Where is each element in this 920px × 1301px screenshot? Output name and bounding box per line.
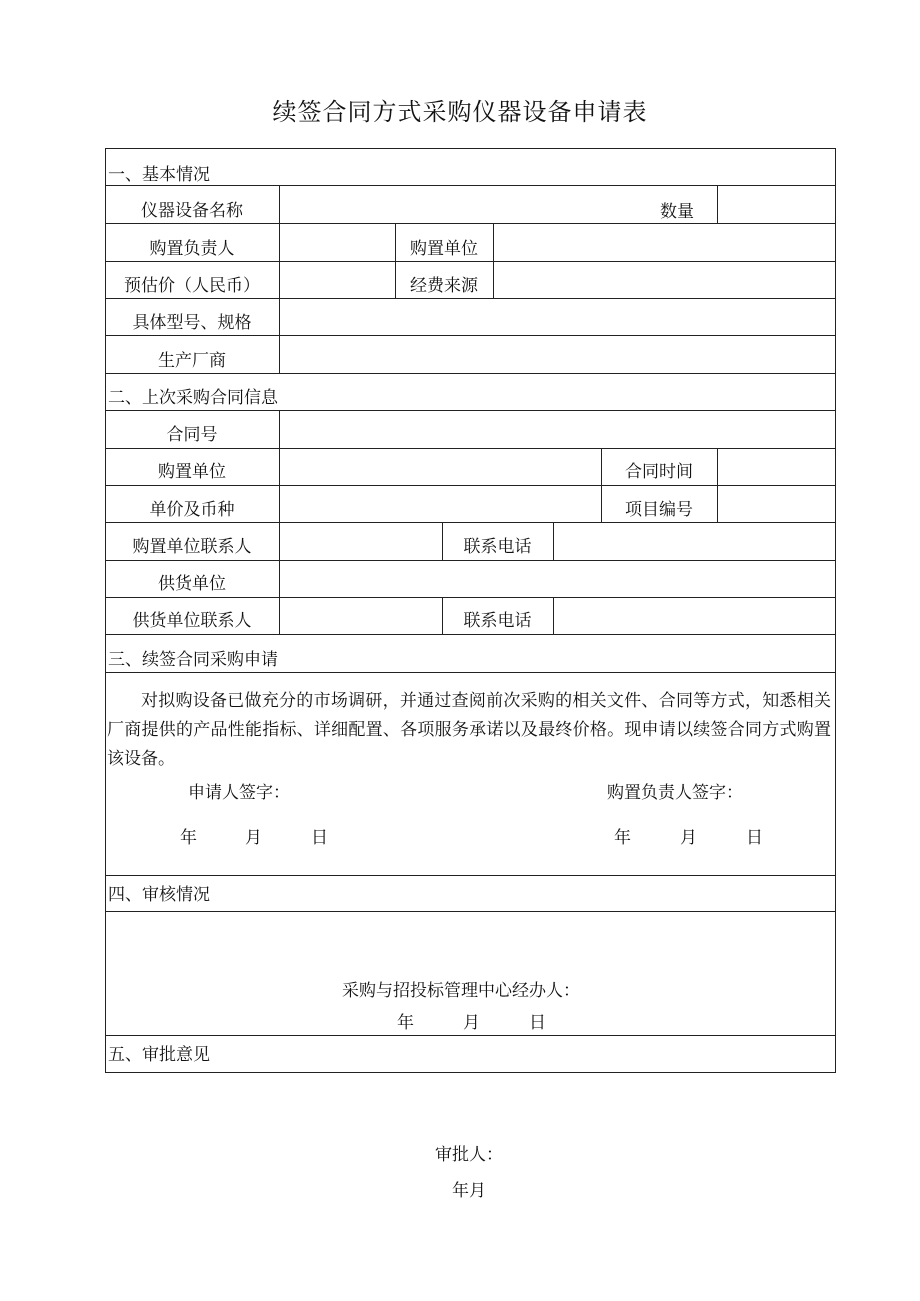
manufacturer-field[interactable] xyxy=(282,338,832,368)
contract-number-field[interactable] xyxy=(282,413,832,443)
buy-unit-field[interactable] xyxy=(496,226,832,256)
project-number-field[interactable] xyxy=(720,488,830,518)
estimated-price-label: 预估价（人民币） xyxy=(124,276,260,296)
handler-date-day: 日 xyxy=(529,1013,546,1033)
row-divider xyxy=(105,875,836,876)
quantity-label: 数量 xyxy=(660,202,694,222)
col-divider xyxy=(717,185,718,223)
handler-date-year: 年 xyxy=(397,1013,414,1033)
row-divider xyxy=(105,185,836,186)
row-divider xyxy=(105,522,836,523)
applicant-signature-label: 申请人签字： xyxy=(188,783,290,803)
buyer-phone-field[interactable] xyxy=(556,525,832,555)
col-divider xyxy=(553,597,554,634)
row-divider xyxy=(105,672,836,673)
buy-unit-label: 购置单位 xyxy=(410,239,478,259)
model-spec-label: 具体型号、规格 xyxy=(132,313,252,333)
col-divider xyxy=(717,448,718,522)
row-divider xyxy=(105,597,836,598)
section-heading-review: 四、审核情况 xyxy=(108,885,210,905)
contract-buy-unit-label: 购置单位 xyxy=(158,462,226,482)
manager-signature-label: 购置负责人签字： xyxy=(607,783,743,803)
supplier-label: 供货单位 xyxy=(158,574,226,594)
buyer-contact-label: 购置单位联系人 xyxy=(132,537,252,557)
device-name-label: 仪器设备名称 xyxy=(141,201,243,221)
approver-label: 审批人： xyxy=(435,1145,503,1165)
section-heading-approval: 五、审批意见 xyxy=(108,1045,210,1065)
col-divider xyxy=(493,223,494,298)
supplier-field[interactable] xyxy=(282,563,832,593)
model-spec-field[interactable] xyxy=(282,301,832,331)
manager-date-month: 月 xyxy=(680,828,697,848)
unit-price-currency-label: 单价及币种 xyxy=(149,500,235,520)
applicant-date-day: 日 xyxy=(311,828,328,848)
phone-label: 联系电话 xyxy=(463,537,532,557)
contract-time-field[interactable] xyxy=(720,451,830,481)
applicant-date-month: 月 xyxy=(245,828,262,848)
supplier-contact-label: 供货单位联系人 xyxy=(132,611,252,631)
supplier-contact-field[interactable] xyxy=(282,600,438,630)
row-divider xyxy=(105,223,836,224)
section-heading-basic-info: 一、基本情况 xyxy=(108,165,210,185)
row-divider xyxy=(105,560,836,561)
contract-buy-unit-field[interactable] xyxy=(282,451,598,481)
handler-date-month: 月 xyxy=(463,1013,480,1033)
row-divider xyxy=(105,448,836,449)
applicant-date-year: 年 xyxy=(180,828,197,848)
device-name-field[interactable] xyxy=(282,188,612,218)
buyer-field[interactable] xyxy=(282,226,392,256)
unit-price-currency-field[interactable] xyxy=(282,488,598,518)
handler-signature-label: 采购与招投标管理中心经办人： xyxy=(342,981,580,1001)
col-divider xyxy=(279,185,280,373)
buyer-label: 购置负责人 xyxy=(149,239,235,259)
contract-number-label: 合同号 xyxy=(166,425,218,445)
phone-label: 联系电话 xyxy=(463,611,532,631)
section-heading-renewal-request: 三、续签合同采购申请 xyxy=(108,650,278,670)
row-divider xyxy=(105,634,836,635)
col-divider xyxy=(279,410,280,634)
section-heading-last-contract: 二、上次采购合同信息 xyxy=(108,388,278,408)
row-divider xyxy=(105,911,836,912)
fund-source-field[interactable] xyxy=(496,264,832,294)
row-divider xyxy=(105,261,836,262)
fund-source-label: 经费来源 xyxy=(410,276,478,296)
manager-date-day: 日 xyxy=(746,828,763,848)
page-title: 续签合同方式采购仪器设备申请表 xyxy=(272,98,648,126)
approval-date: 年月 xyxy=(452,1181,486,1201)
renewal-statement: 对拟购设备已做充分的市场调研，并通过查阅前次采购的相关文件、合同等方式，知悉相关厂商提供的产品性能指标、详细配置、各项服务承诺以及最终价格。现申请以续签合同方式购置该设备。 xyxy=(107,691,831,769)
buyer-contact-field[interactable] xyxy=(282,525,438,555)
supplier-phone-field[interactable] xyxy=(556,600,832,630)
row-divider xyxy=(105,335,836,336)
project-number-label: 项目编号 xyxy=(625,500,693,520)
estimated-price-field[interactable] xyxy=(282,264,392,294)
row-divider xyxy=(105,410,836,411)
row-divider xyxy=(105,373,836,374)
row-divider xyxy=(105,485,836,486)
manager-date-year: 年 xyxy=(614,828,631,848)
quantity-field[interactable] xyxy=(720,188,830,218)
contract-time-label: 合同时间 xyxy=(625,462,693,482)
row-divider xyxy=(105,1035,836,1036)
col-divider xyxy=(553,522,554,560)
row-divider xyxy=(105,298,836,299)
manufacturer-label: 生产厂商 xyxy=(158,351,226,371)
